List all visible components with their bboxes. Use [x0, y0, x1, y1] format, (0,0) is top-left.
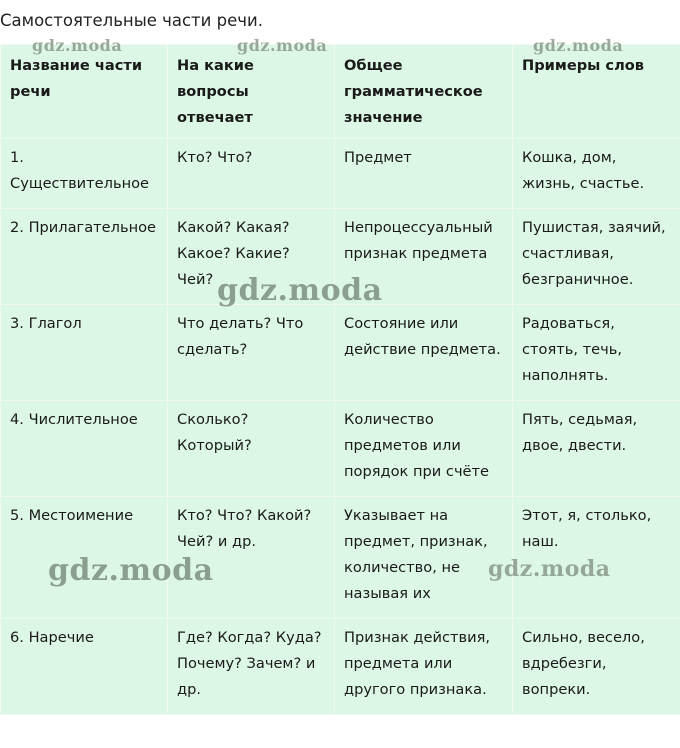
- watermark: gdz.moda: [32, 36, 123, 55]
- cell-part-name: 3. Глагол: [1, 305, 168, 401]
- header-cell-meaning: Общее грамматическое значение: [335, 45, 513, 139]
- cell-examples: Радоваться, стоять, течь, наполнять.: [513, 305, 680, 401]
- cell-questions: Какой? Какая? Какое? Какие? Чей?: [168, 209, 335, 305]
- header-cell-name: Название части речи: [1, 45, 168, 139]
- cell-meaning: Непроцессуальный признак предмета: [335, 209, 513, 305]
- watermark: gdz.moda: [488, 556, 611, 582]
- cell-meaning: Предмет: [335, 139, 513, 209]
- cell-examples: Пушистая, заячий, счастливая, безграничное.: [513, 209, 680, 305]
- table-row: [1, 497, 680, 619]
- header-cell-questions: На какие вопросы отвечает: [168, 45, 335, 139]
- cell-meaning: Признак действия, предмета или другого признака.: [335, 619, 513, 715]
- table-row: [1, 401, 680, 497]
- table-row: [1, 139, 680, 209]
- cell-questions: Кто? Что?: [168, 139, 335, 209]
- table-row: [1, 209, 680, 305]
- watermark: gdz.moda: [48, 553, 214, 588]
- cell-questions: Где? Когда? Куда? Почему? Зачем? и др.: [168, 619, 335, 715]
- cell-examples: Пять, седьмая, двое, двести.: [513, 401, 680, 497]
- cell-examples: Кошка, дом, жизнь, счастье.: [513, 139, 680, 209]
- page-title: Самостоятельные части речи.: [0, 11, 263, 30]
- cell-questions: Что делать? Что сделать?: [168, 305, 335, 401]
- watermark: gdz.moda: [533, 36, 624, 55]
- cell-part-name: 1. Существительное: [1, 139, 168, 209]
- cell-part-name: 6. Наречие: [1, 619, 168, 715]
- watermark: gdz.moda: [237, 36, 328, 55]
- cell-part-name: 4. Числительное: [1, 401, 168, 497]
- watermark: gdz.moda: [217, 273, 383, 308]
- table-header-row: [1, 45, 680, 139]
- cell-questions: Сколько? Который?: [168, 401, 335, 497]
- cell-part-name: 5. Местоимение: [1, 497, 168, 619]
- header-cell-examples: Примеры слов: [513, 45, 680, 139]
- cell-meaning: Количество предметов или порядок при счёте: [335, 401, 513, 497]
- cell-examples: Этот, я, столько, наш.: [513, 497, 680, 619]
- cell-meaning: Указывает на предмет, признак, количество, не называя их: [335, 497, 513, 619]
- table-row: [1, 305, 680, 401]
- cell-part-name: 2. Прилагательное: [1, 209, 168, 305]
- table-row: [1, 619, 680, 715]
- parts-of-speech-table: [0, 44, 680, 715]
- cell-examples: Сильно, весело, вдребезги, вопреки.: [513, 619, 680, 715]
- cell-questions: Кто? Что? Какой? Чей? и др.: [168, 497, 335, 619]
- cell-meaning: Состояние или действие предмета.: [335, 305, 513, 401]
